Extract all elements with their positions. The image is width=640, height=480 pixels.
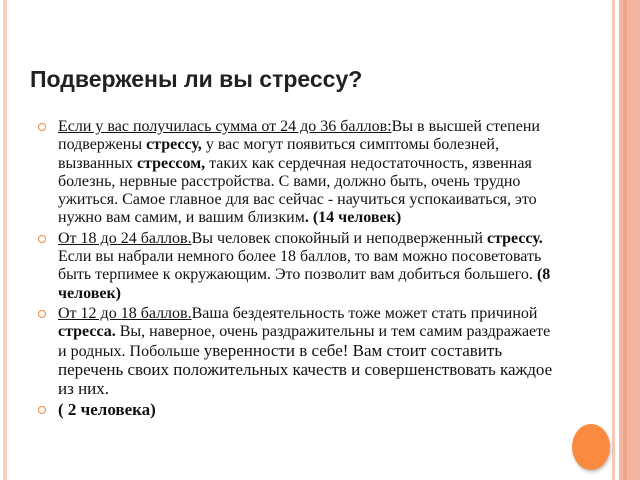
decorative-orange-circle: [572, 424, 610, 470]
text: уверенности в себе! Вам стоит составить перечень своих положительных качеств и совершенствовать каждое из них.: [58, 340, 553, 399]
list-item: [38, 305, 558, 399]
text: Вы в высшей степени подвержены: [58, 118, 540, 154]
score-range: От 12 до 18 баллов.: [58, 304, 192, 322]
bullet-icon: [38, 406, 46, 414]
bold-text: стресса.: [58, 323, 116, 341]
count-text: ( 2 человека): [58, 400, 156, 420]
text: Ваша бездеятельность тоже может стать причиной: [191, 304, 538, 322]
bullet-icon: [38, 235, 46, 243]
list-item: [38, 401, 558, 420]
text: Вы человек спокойный и неподверженный: [191, 229, 487, 247]
count-text: . (14 человек): [304, 209, 402, 227]
bullet-list: [38, 118, 558, 423]
text: Если вы набрали немного более 18 баллов, то вам можно посоветовать быть терпимее к окружающим. Это позволит вам добиться большего.: [58, 248, 542, 284]
text: таких как сердечная недостаточность, язвенная болезнь, нервные расстройства. С вами, должно быть, очень трудно ужиться. Самое главное для вас сейчас - научиться успокаиваться, это нужно вам самим, и вашим близким: [58, 154, 537, 227]
bold-text: стрессу.: [486, 229, 543, 247]
score-range: От 18 до 24 баллов.: [58, 229, 192, 247]
frame-right-thin-stripe: [612, 0, 615, 480]
list-item: [38, 230, 558, 303]
text: у вас могут появиться симптомы болезней, вызванных: [58, 136, 499, 172]
bullet-icon: [38, 310, 46, 318]
list-item: [38, 118, 558, 228]
frame-right-band-inner: [623, 0, 627, 480]
text: Вы, наверное, очень раздражительны и тем самим раздражаете и родных. Побольше: [58, 323, 551, 360]
bullet-icon: [38, 123, 46, 131]
slide-title: Подвержены ли вы стрессу?: [30, 66, 363, 92]
bold-text: стрессом,: [136, 154, 206, 172]
bold-text: стрессу,: [146, 136, 202, 154]
score-range: Если у вас получилась сумма от 24 до 36 баллов:: [58, 118, 392, 135]
count-text: (8 человек): [58, 266, 551, 302]
frame-left-stripe: [3, 0, 7, 480]
